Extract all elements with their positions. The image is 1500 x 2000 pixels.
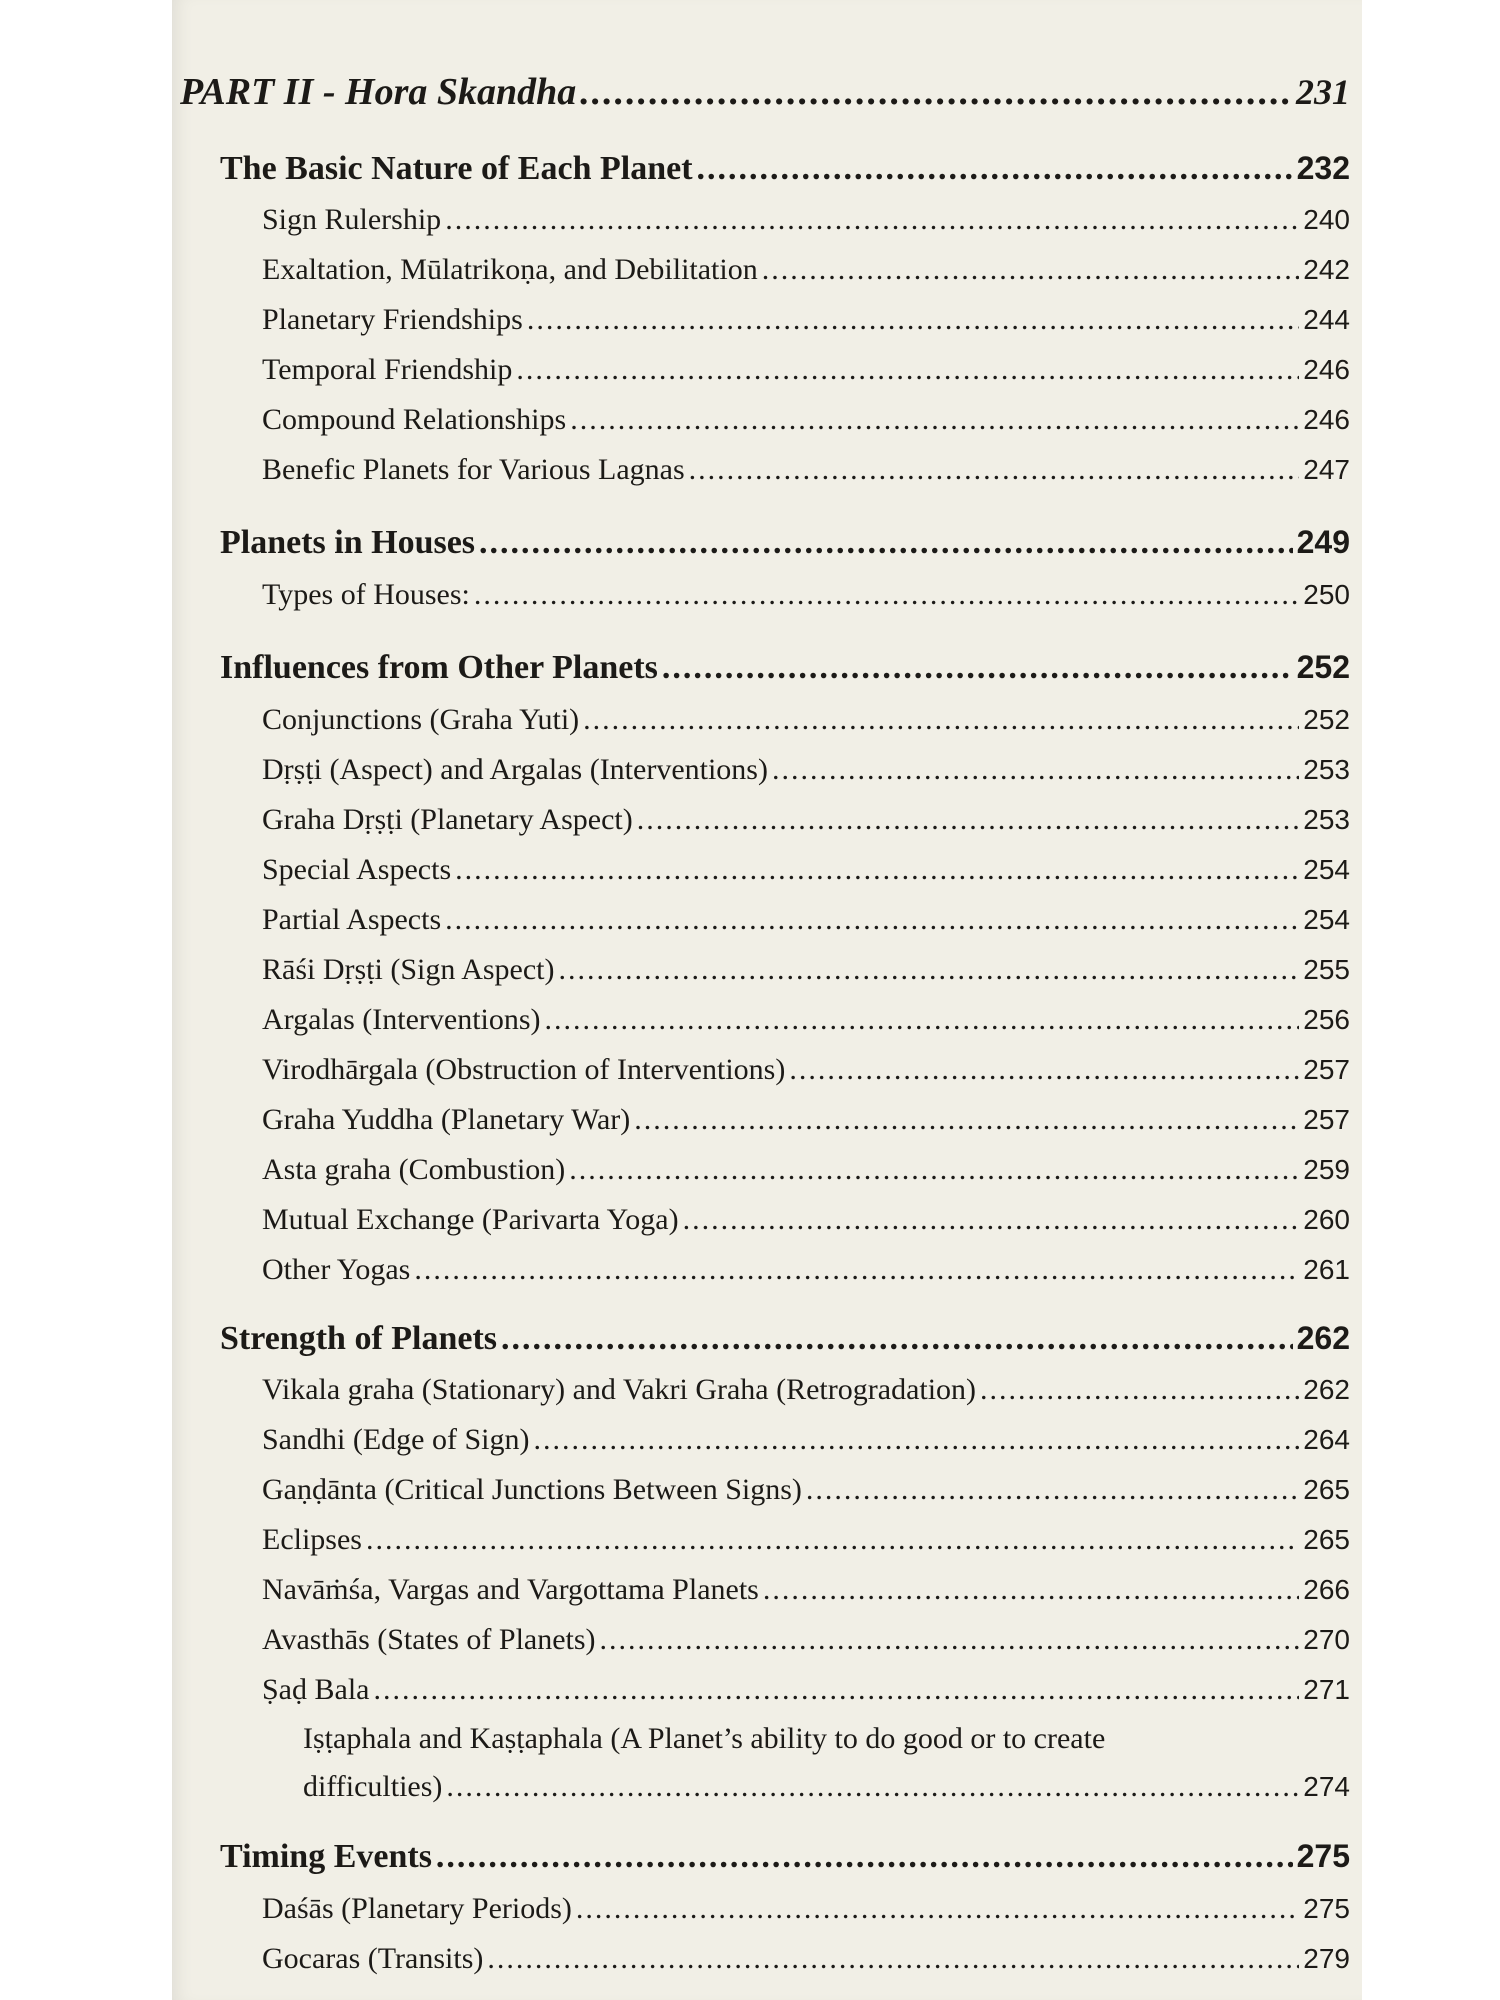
entry-page: 246	[1303, 354, 1350, 385]
entry-page: 279	[1303, 1943, 1350, 1974]
dot-leader	[980, 1373, 1299, 1407]
toc-entry	[262, 403, 1350, 437]
toc-entry	[262, 253, 1350, 287]
subentry-title-continued: difficulties)	[303, 1770, 443, 1803]
toc-entry	[262, 1423, 1350, 1457]
toc-entry	[262, 303, 1350, 337]
entry-page: 253	[1303, 804, 1350, 835]
chapter-title: Strength of Planets	[220, 1320, 498, 1357]
dot-leader	[637, 803, 1300, 837]
entry-page: 244	[1303, 304, 1350, 335]
dot-leader	[445, 903, 1299, 937]
entry-title: Planetary Friendships	[262, 303, 523, 336]
entry-page: 257	[1303, 1054, 1350, 1085]
entry-page: 253	[1303, 754, 1350, 785]
toc-entry	[262, 353, 1350, 387]
entry-title: Types of Houses:	[262, 578, 470, 611]
entry-page: 252	[1303, 704, 1350, 735]
entry-page: 264	[1303, 1424, 1350, 1455]
chapter-title: The Basic Nature of Each Planet	[220, 150, 693, 187]
book-page	[172, 0, 1362, 2000]
entry-title: Eclipses	[262, 1523, 362, 1556]
entry-page: 255	[1303, 954, 1350, 985]
entry-title: Gocaras (Transits)	[262, 1942, 484, 1975]
dot-leader	[501, 1320, 1293, 1358]
toc-entry	[262, 1373, 1350, 1407]
entry-page: 250	[1303, 579, 1350, 610]
entry-title: Sandhi (Edge of Sign)	[262, 1423, 530, 1456]
entry-title: Vikala graha (Stationary) and Vakri Graha (Retrogradation)	[262, 1373, 977, 1406]
toc-entry	[262, 903, 1350, 937]
entry-title: Compound Relationships	[262, 403, 567, 436]
dot-leader	[366, 1523, 1299, 1557]
entry-page: 247	[1303, 454, 1350, 485]
dot-leader	[583, 703, 1299, 737]
entry-title: Mutual Exchange (Parivarta Yoga)	[262, 1203, 679, 1236]
entry-title: Sign Rulership	[262, 203, 442, 236]
dot-leader	[570, 403, 1299, 437]
chapter-page: 252	[1296, 649, 1350, 685]
entry-title: Navāṁśa, Vargas and Vargottama Planets	[262, 1573, 759, 1606]
toc-entry	[262, 803, 1350, 837]
entry-title: Argalas (Interventions)	[262, 1003, 541, 1036]
entry-page: 246	[1303, 404, 1350, 435]
dot-leader	[576, 1892, 1299, 1926]
entry-page: 275	[1303, 1893, 1350, 1924]
entry-title: Temporal Friendship	[262, 353, 513, 386]
dot-leader	[527, 303, 1299, 337]
toc-entry	[262, 1573, 1350, 1607]
toc-entry	[262, 853, 1350, 887]
dot-leader	[580, 70, 1292, 114]
toc-entry	[262, 703, 1350, 737]
entry-title: Special Aspects	[262, 853, 452, 886]
dot-leader	[373, 1673, 1299, 1707]
toc-entry	[262, 953, 1350, 987]
dot-leader	[662, 649, 1293, 687]
part-title: PART II - Hora Skandha	[180, 71, 577, 113]
dot-leader	[474, 578, 1299, 612]
dot-leader	[487, 1942, 1299, 1976]
chapter-page: 262	[1296, 1320, 1350, 1356]
entry-title: Avasthās (States of Planets)	[262, 1623, 596, 1656]
toc-chapter	[220, 1320, 1350, 1358]
dot-leader	[533, 1423, 1299, 1457]
toc-chapter	[220, 649, 1350, 687]
toc-entry	[262, 1673, 1350, 1707]
toc-entry	[262, 578, 1350, 612]
entry-title: Graha Dṛṣṭi (Planetary Aspect)	[262, 803, 633, 836]
chapter-page: 275	[1296, 1838, 1350, 1874]
entry-title: Other Yogas	[262, 1253, 411, 1286]
dot-leader	[414, 1253, 1299, 1287]
entry-title: Partial Aspects	[262, 903, 442, 936]
dot-leader	[789, 1053, 1299, 1087]
entry-page: 265	[1303, 1524, 1350, 1555]
chapter-page: 249	[1296, 524, 1350, 560]
entry-title: Gaṇḍānta (Critical Junctions Between Signs)	[262, 1473, 802, 1506]
toc-chapter	[220, 1838, 1350, 1876]
dot-leader	[683, 1203, 1300, 1237]
dot-leader	[559, 953, 1300, 987]
entry-title: Virodhārgala (Obstruction of Interventions)	[262, 1053, 786, 1086]
toc-entry	[262, 453, 1350, 487]
entry-title: Asta graha (Combustion)	[262, 1153, 566, 1186]
chapter-page: 232	[1296, 150, 1350, 186]
part-page: 231	[1296, 72, 1350, 112]
dot-leader	[446, 1770, 1299, 1804]
dot-leader	[600, 1623, 1300, 1657]
entry-page: 266	[1303, 1574, 1350, 1605]
entry-title: Benefic Planets for Various Lagnas	[262, 453, 685, 486]
entry-page: 260	[1303, 1204, 1350, 1235]
entry-page: 265	[1303, 1474, 1350, 1505]
toc-entry	[262, 1253, 1350, 1287]
entry-title: Daśās (Planetary Periods)	[262, 1892, 572, 1925]
chapter-title: Influences from Other Planets	[220, 649, 658, 686]
toc-entry	[262, 203, 1350, 237]
toc-subentry	[303, 1770, 1350, 1804]
dot-leader	[455, 853, 1299, 887]
dot-leader	[697, 150, 1293, 188]
toc-entry	[262, 1892, 1350, 1926]
dot-leader	[689, 453, 1300, 487]
dot-leader	[772, 753, 1299, 787]
entry-page: 259	[1303, 1154, 1350, 1185]
entry-page: 271	[1303, 1674, 1350, 1705]
toc-chapter	[220, 524, 1350, 562]
toc-entry	[262, 1623, 1350, 1657]
entry-title: Graha Yuddha (Planetary War)	[262, 1103, 631, 1136]
toc-entry	[262, 1053, 1350, 1087]
entry-page: 261	[1303, 1254, 1350, 1285]
toc-subentry-title: Iṣṭaphala and Kaṣṭaphala (A Planet’s ability to do good or to create	[303, 1722, 1106, 1755]
toc-entry	[262, 1942, 1350, 1976]
dot-leader	[545, 1003, 1300, 1037]
entry-page: 240	[1303, 204, 1350, 235]
dot-leader	[806, 1473, 1299, 1507]
subentry-page: 274	[1303, 1771, 1350, 1802]
dot-leader	[436, 1838, 1293, 1876]
entry-title: Conjunctions (Graha Yuti)	[262, 703, 580, 736]
chapter-title: Planets in Houses	[220, 524, 476, 561]
dot-leader	[479, 524, 1293, 562]
dot-leader	[634, 1103, 1299, 1137]
entry-page: 270	[1303, 1624, 1350, 1655]
toc-part-heading	[180, 70, 1350, 114]
toc-entry	[262, 1203, 1350, 1237]
entry-title: Dṛṣṭi (Aspect) and Argalas (Interventions)	[262, 753, 768, 786]
entry-page: 242	[1303, 254, 1350, 285]
toc-entry	[262, 1103, 1350, 1137]
toc-entry	[262, 1523, 1350, 1557]
dot-leader	[763, 1573, 1299, 1607]
dot-leader	[445, 203, 1299, 237]
dot-leader	[516, 353, 1299, 387]
entry-page: 254	[1303, 854, 1350, 885]
entry-page: 256	[1303, 1004, 1350, 1035]
entry-title: Rāśi Dṛṣṭi (Sign Aspect)	[262, 953, 555, 986]
toc-entry	[262, 1003, 1350, 1037]
entry-title: Exaltation, Mūlatrikoṇa, and Debilitation	[262, 253, 758, 286]
chapter-title: Timing Events	[220, 1838, 432, 1875]
entry-page: 257	[1303, 1104, 1350, 1135]
toc-chapter	[220, 150, 1350, 188]
toc-entry	[262, 1473, 1350, 1507]
toc-entry	[262, 1153, 1350, 1187]
entry-page: 262	[1303, 1374, 1350, 1405]
entry-title: Ṣaḍ Bala	[262, 1673, 370, 1706]
dot-leader	[762, 253, 1300, 287]
toc-entry	[262, 753, 1350, 787]
entry-page: 254	[1303, 904, 1350, 935]
dot-leader	[569, 1153, 1299, 1187]
